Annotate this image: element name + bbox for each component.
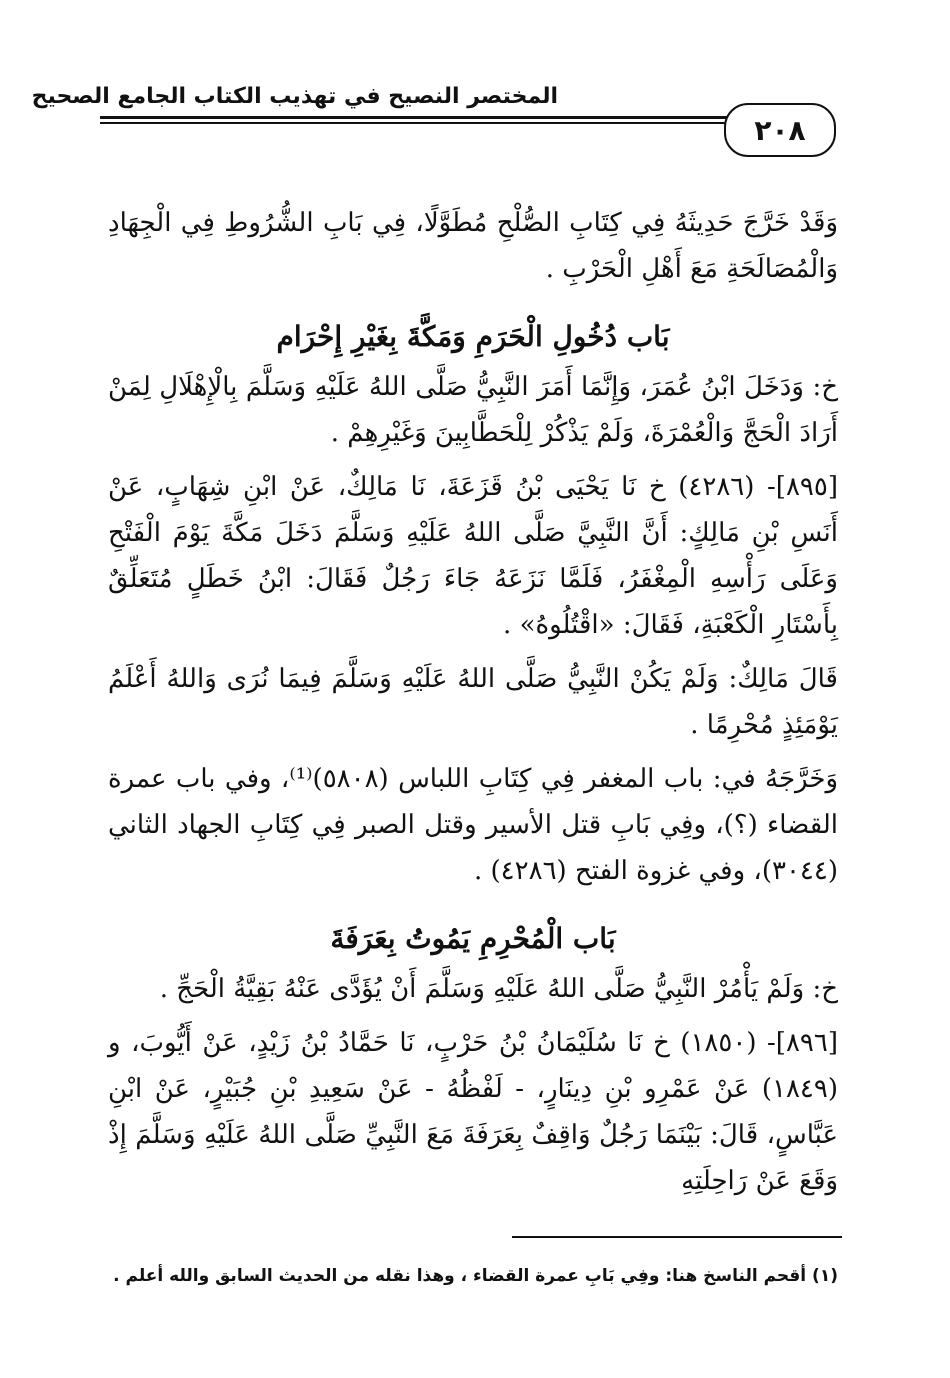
running-header-title: المختصر النصيح في تهذيب الكتاب الجامع الصحيح [31, 84, 558, 109]
paragraph-malik: قَالَ مَالِكٌ: وَلَمْ يَكُنْ النَّبِيُّ صَلَّى اللهُ عَلَيْهِ وَسَلَّمَ فِيمَا نُرَى وَاللهُ أَعْلَمُ يَوْمَئِذٍ مُحْرِمًا . [108, 664, 838, 740]
footnote-rule [512, 1236, 842, 1238]
header-rule-thick [100, 116, 738, 119]
paragraph-takhrij: وَخَرَّجَهُ في: باب المغفر فِي كِتَابِ اللباس (٥٨٠٨)⁽¹⁾، وفي باب عمرة القضاء (؟)، وفِي بَابِ قتل الأسير وقتل الصبر فِي كِتَابِ الجهاد الثاني (٣٠٤٤)، وفي غزوة الفتح (٤٢٨٦) . [108, 764, 838, 886]
header-rule-thin [100, 122, 738, 124]
hadith-896: [٨٩٦]- (١٨٥٠) خ نَا سُلَيْمَانُ بْنُ حَرْبٍ، نَا حَمَّادُ بْنُ زَيْدٍ، عَنْ أَيُّوبَ، و (١٨٤٩) عَنْ عَمْرِو بْنِ دِينَارٍ، - لَفْظُهُ - عَنْ سَعِيدِ بْنِ جُبَيْرٍ، عَنْ ابْنِ عَبَّاسٍ، قَالَ: بَيْنَمَا رَجُلٌ وَاقِفٌ بِعَرَفَةَ مَعَ النَّبِيِّ صَلَّى اللهُ عَلَيْهِ وَسَلَّمَ إِذْ وَقَعَ عَنْ رَاحِلَتِهِ [108, 1028, 838, 1196]
paragraph-2: خ: وَدَخَلَ ابْنُ عُمَرَ، وَإِنَّمَا أَمَرَ النَّبِيُّ صَلَّى اللهُ عَلَيْهِ وَسَلَّمَ بِالْإِهْلَالِ لِمَنْ أَرَادَ الْحَجَّ وَالْعُمْرَةَ، وَلَمْ يَذْكُرْ لِلْحَطَّابِينَ وَغَيْرِهِمْ . [108, 372, 838, 448]
hadith-895: [٨٩٥]- (٤٢٨٦) خ نَا يَحْيَى بْنُ قَزَعَةَ، نَا مَالِكٌ، عَنْ ابْنِ شِهَابٍ، عَنْ أَنَسِ بْنِ مَالِكٍ: أَنَّ النَّبِيَّ صَلَّى اللهُ عَلَيْهِ وَسَلَّمَ دَخَلَ مَكَّةَ يَوْمَ الْفَتْحِ وَعَلَى رَأْسِهِ الْمِغْفَرُ، فَلَمَّا نَزَعَهُ جَاءَ رَجُلٌ فَقَالَ: ابْنُ خَطَلٍ مُتَعَلِّقٌ بِأَسْتَارِ الْكَعْبَةِ، فَقَالَ: «اقْتُلُوهُ» . [108, 472, 838, 640]
footnote-1: (١) أقحم الناسخ هنا: وفِي بَابِ عمرة القضاء ، وهذا نقله من الحديث السابق والله أعلم . [113, 1266, 838, 1286]
main-text [108, 200, 838, 1204]
chapter-heading-1: بَاب دُخُولِ الْحَرَمِ وَمَكَّةَ بِغَيْرِ إِحْرَام [276, 320, 670, 353]
paragraph-6: خ: وَلَمْ يَأْمُرْ النَّبِيُّ صَلَّى اللهُ عَلَيْهِ وَسَلَّمَ أَنْ يُؤَدَّى عَنْهُ بَقِيَّةُ الْحَجِّ . [159, 974, 838, 1004]
page-number: ٢٠٨ [724, 103, 836, 157]
paragraph-1: وَقَدْ خَرَّجَ حَدِيثَهُ فِي كِتَابِ الصُّلْحِ مُطَوَّلًا، فِي بَابِ الشُّرُوطِ فِي الْجِهَادِ وَالْمُصَالَحَةِ مَعَ أَهْلِ الْحَرْبِ . [108, 208, 838, 284]
chapter-heading-2: بَاب الْمُحْرِمِ يَمُوتُ بِعَرَفَةَ [330, 922, 616, 955]
